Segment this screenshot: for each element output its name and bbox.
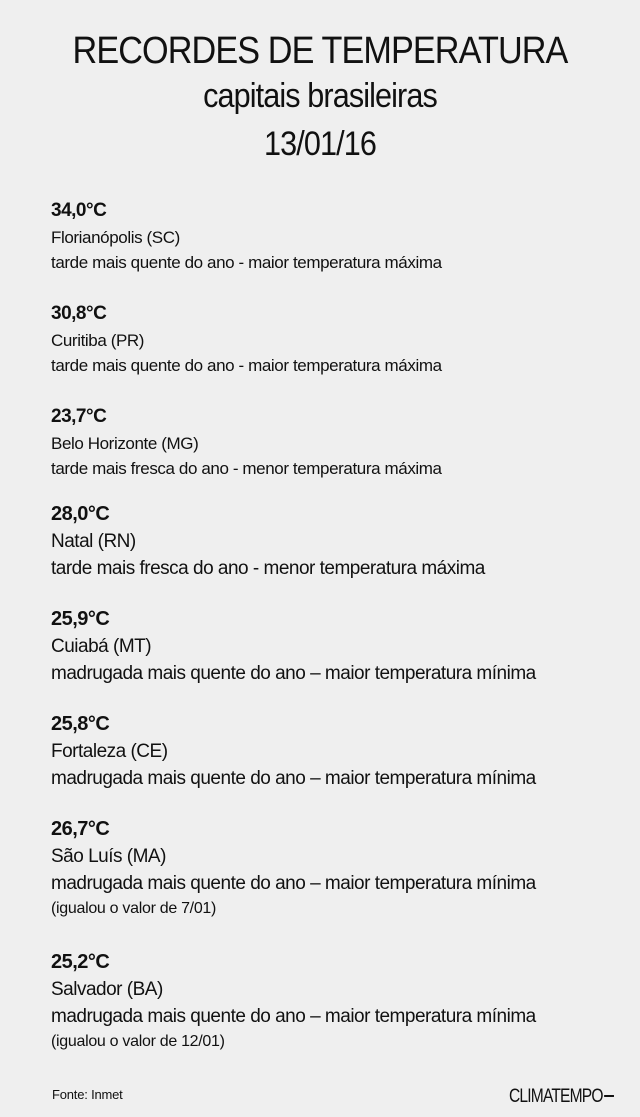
record-description: tarde mais quente do ano - maior temperatura máxima bbox=[51, 253, 442, 272]
record-city: Florianópolis (SC) bbox=[51, 228, 180, 247]
record-item bbox=[51, 197, 442, 275]
logo-text: CLIMATEMPO bbox=[509, 1086, 603, 1107]
record-item bbox=[51, 500, 485, 582]
record-city: Belo Horizonte (MG) bbox=[51, 434, 199, 453]
record-city: Cuiabá (MT) bbox=[51, 636, 152, 657]
record-city: Salvador (BA) bbox=[51, 979, 163, 1000]
logo-mark-icon bbox=[604, 1095, 614, 1097]
record-temperature: 25,8°C bbox=[51, 713, 110, 735]
record-item bbox=[51, 605, 536, 687]
page-date: 13/01/16 bbox=[264, 125, 376, 163]
header bbox=[0, 28, 640, 166]
record-temperature: 26,7°C bbox=[51, 818, 110, 840]
record-city: São Luís (MA) bbox=[51, 846, 166, 867]
record-description: madrugada mais quente do ano – maior temperatura mínima bbox=[51, 1006, 536, 1027]
record-item bbox=[51, 948, 536, 1054]
record-city: Natal (RN) bbox=[51, 531, 136, 552]
record-item bbox=[51, 403, 442, 481]
record-description: madrugada mais quente do ano – maior temperatura mínima bbox=[51, 663, 536, 684]
record-temperature: 23,7°C bbox=[51, 406, 107, 427]
record-description: tarde mais quente do ano - maior temperatura máxima bbox=[51, 356, 442, 375]
record-note: (igualou o valor de 7/01) bbox=[51, 900, 217, 917]
record-item bbox=[51, 710, 536, 792]
record-temperature: 28,0°C bbox=[51, 503, 110, 525]
record-temperature: 25,9°C bbox=[51, 608, 110, 630]
record-city: Curitiba (PR) bbox=[51, 331, 145, 350]
record-description: tarde mais fresca do ano - menor temperatura máxima bbox=[51, 459, 442, 478]
record-description: madrugada mais quente do ano – maior temperatura mínima bbox=[51, 873, 536, 894]
page-subtitle: capitais brasileiras bbox=[203, 77, 437, 115]
record-description: madrugada mais quente do ano – maior temperatura mínima bbox=[51, 768, 536, 789]
page-title: RECORDES DE TEMPERATURA bbox=[72, 30, 568, 72]
record-temperature: 30,8°C bbox=[51, 303, 107, 324]
record-item bbox=[51, 300, 442, 378]
climatempo-logo bbox=[509, 1086, 614, 1108]
record-city: Fortaleza (CE) bbox=[51, 741, 168, 762]
record-temperature: 34,0°C bbox=[51, 200, 107, 221]
record-note: (igualou o valor de 12/01) bbox=[51, 1033, 225, 1050]
record-item bbox=[51, 815, 536, 921]
record-temperature: 25,2°C bbox=[51, 951, 110, 973]
record-description: tarde mais fresca do ano - menor temperatura máxima bbox=[51, 558, 485, 579]
source-credit: Fonte: Inmet bbox=[52, 1087, 123, 1102]
